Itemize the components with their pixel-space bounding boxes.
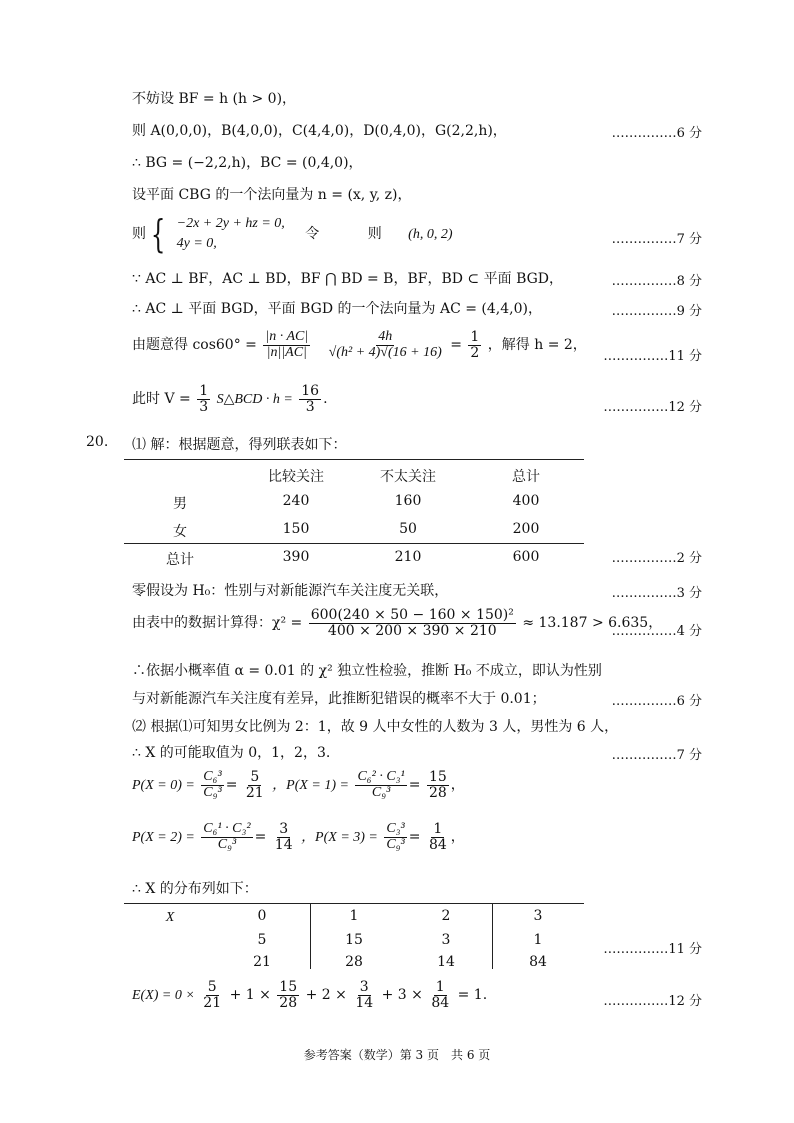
text-line: ⑴ 解：根据题意，得列联表如下： xyxy=(132,437,347,453)
score-mark: ……………3 分 xyxy=(611,586,702,601)
score-mark: ……………9 分 xyxy=(611,304,702,319)
table-cell: 0 xyxy=(257,908,267,924)
table-cell: 14 xyxy=(437,954,455,970)
table-cell: 160 xyxy=(394,493,422,509)
text-line: ∵ AC ⊥ BF，AC ⊥ BD，BF ⋂ BD = B，BF，BD ⊂ 平面 BGD， xyxy=(132,271,564,287)
probability-line: P(X = 2) = $\frac{\text{C₆¹ · C₃²}}{\text{C₉³}}$ = $\frac{3}{14}$ ，P(X = 3) = $\frac{\text{C₃³}}{\text{C₉³}}$ = $\frac{1}{84}$ ， xyxy=(132,821,465,853)
score-mark: ……………6 分 xyxy=(611,126,702,141)
table-cell: 28 xyxy=(345,954,363,970)
expectation-equation: E(X) = 0 × $\frac{5}{21}$ + 1 × $\frac{15}{28}$ + 2 × $\frac{3}{14}$ + 3 × $\frac{1}{84}$ = 1. xyxy=(132,979,488,1011)
table-cell: 女 xyxy=(173,524,187,540)
table-cell: 400 xyxy=(512,493,540,509)
table-header-cell: 比较关注 xyxy=(268,469,324,485)
equation-system: 则 { −2x + 2y + hz = 0, 4y = 0, 令 则 (h, 0, 2) xyxy=(132,212,453,256)
text-line: ∴ X 的可能取值为 0，1，2，3. xyxy=(132,745,331,761)
table-cell: 总计 xyxy=(166,552,194,568)
table-rule xyxy=(124,903,584,904)
score-mark: ……………6 分 xyxy=(611,694,702,709)
chi-square-equation: 由表中的数据计算得：χ² = $\frac{\text{600(240 × 50 − 160 × 150)²}}{400 \times 200 \times 390 \times 210}$ ≈ 13.187 > 6.635， xyxy=(132,607,663,639)
table-cell: 210 xyxy=(394,549,422,565)
text-line: 与对新能源汽车关注度有差异，此推断犯错误的概率不大于 0.01； xyxy=(132,691,546,707)
table-cell: 600 xyxy=(512,549,540,565)
cosine-equation: 由题意得 cos60° = $\frac{|n \cdot AC|}{|n||AC|}$ $\frac{4h}{\text{√(h² + 4)√(16 + 16)}}$ = $\frac{1}{2}$ ，解得 h = 2， xyxy=(132,329,587,361)
text-line: 零假设为 H₀：性别与对新能源汽车关注度无关联， xyxy=(132,583,449,599)
question-number: 20. xyxy=(86,434,109,450)
table-cell: 84 xyxy=(529,954,547,970)
score-mark: ……………8 分 xyxy=(611,274,702,289)
text-line: ∴依据小概率值 α = 0.01 的 χ² 独立性检验，推断 H₀ 不成立，即认为性别 xyxy=(132,663,602,679)
table-cell: 3 xyxy=(533,908,543,924)
table-row-label: X xyxy=(165,910,175,925)
table-cell: 50 xyxy=(399,521,417,537)
table-header-cell: 不太关注 xyxy=(380,469,436,485)
score-mark: ……………7 分 xyxy=(611,748,702,763)
table-cell: 男 xyxy=(173,496,187,512)
table-cell: 2 xyxy=(441,908,451,924)
table-cell: 1 xyxy=(349,908,359,924)
page-footer: 参考答案（数学）第 3 页 共 6 页 xyxy=(303,1048,491,1062)
table-rule xyxy=(124,543,584,544)
score-mark: ……………11 分 xyxy=(603,942,702,957)
table-cell: 390 xyxy=(282,549,310,565)
text-line: ⑵ 根据⑴可知男女比例为 2：1，故 9 人中女性的人数为 3 人，男性为 6 人， xyxy=(132,719,619,735)
text-line: ∴ BG = (−2,2,h)，BC = (0,4,0)， xyxy=(132,155,363,171)
probability-line: P(X = 0) = $\frac{\text{C₆³}}{\text{C₉³}}$ = $\frac{5}{21}$ ，P(X = 1) = $\frac{\text{C₆² · C₃¹}}{\text{C₉³}}$ = $\frac{15}{28}$ ， xyxy=(132,769,465,801)
score-mark: ……………2 分 xyxy=(611,551,702,566)
text-line: 不妨设 BF = h (h > 0)， xyxy=(132,91,297,107)
volume-equation: 此时 V = $\frac{1}{3}$ S△BCD · h = $\frac{16}{3}$ . xyxy=(132,383,328,415)
score-mark: ……………7 分 xyxy=(611,232,702,247)
score-mark: ……………12 分 xyxy=(603,994,702,1009)
score-mark: ……………4 分 xyxy=(611,624,702,639)
table-cell: 15 xyxy=(345,932,363,948)
table-cell: 3 xyxy=(441,932,451,948)
table-cell: 150 xyxy=(282,521,310,537)
score-mark: ……………12 分 xyxy=(603,400,702,415)
text-line: 设平面 CBG 的一个法向量为 n = (x, y, z)， xyxy=(132,187,412,203)
table-cell: 5 xyxy=(257,932,267,948)
score-mark: ……………11 分 xyxy=(603,349,702,364)
text-line: ∴ AC ⊥ 平面 BGD，平面 BGD 的一个法向量为 AC = (4,4,0)， xyxy=(132,301,542,317)
table-cell: 21 xyxy=(253,954,271,970)
table-cell: 240 xyxy=(282,493,310,509)
text-line: 则 A(0,0,0)，B(4,0,0)，C(4,4,0)，D(0,4,0)，G(2,2,h)， xyxy=(132,123,507,139)
table-rule xyxy=(124,459,584,460)
text-line: ∴ X 的分布列如下： xyxy=(132,881,258,897)
table-cell: 200 xyxy=(512,521,540,537)
table-cell: 1 xyxy=(533,932,543,948)
table-header-cell: 总计 xyxy=(512,469,540,485)
